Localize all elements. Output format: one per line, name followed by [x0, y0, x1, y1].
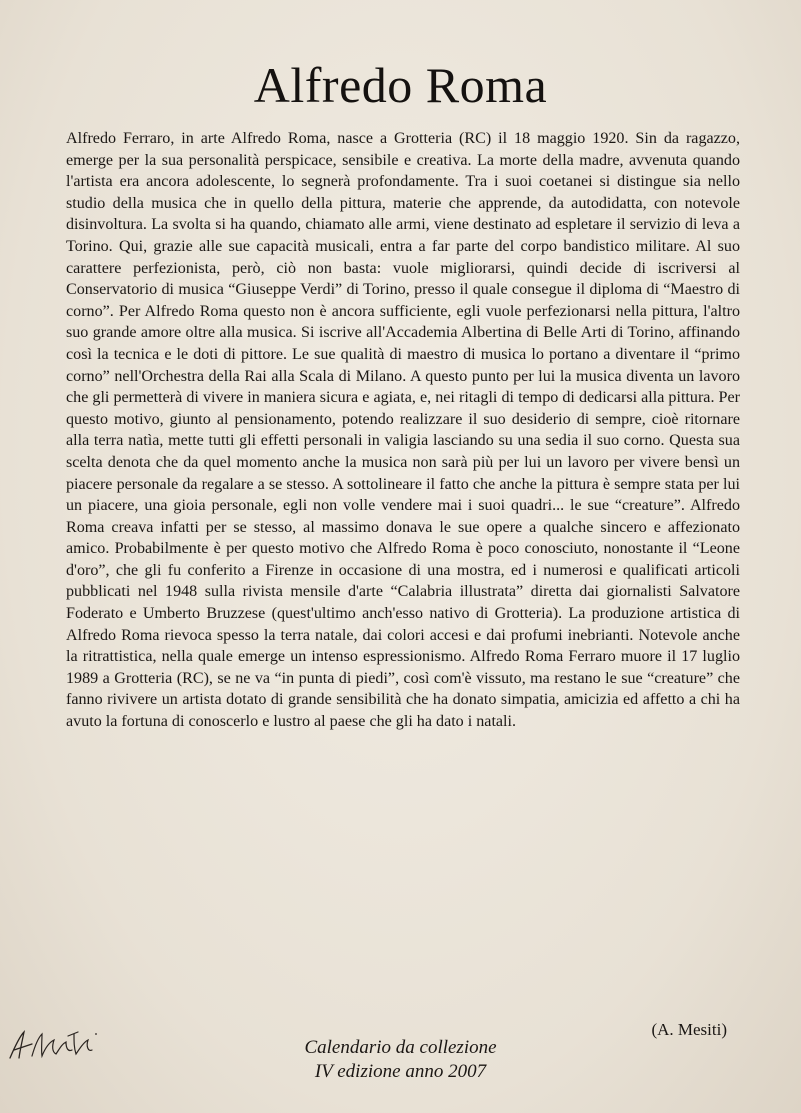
biography-text: Alfredo Ferraro, in arte Alfredo Roma, nasce a Grotteria (RC) il 18 maggio 1920. Sin da ragazzo, emerge per la sua personalità perspicace, sensibile e creativa. La morte della madre, avvenuta quando l'artista era ancora adolescente, lo segnerà profondamente. Tra i suoi coetanei si distingue sia nello studio della musica che in quello della pittura, materie che apprende, da autodidatta, con notevole disinvoltura. La svolta si ha quando, chiamato alle armi, viene destinato ad espletare il servizio di leva a Torino. Qui, grazie alle sue capacità musicali, entra a far parte del corpo bandistico militare. Al suo carattere perfezionista, però, ciò non basta: vuole migliorarsi, quindi decide di iscriversi al Conservatorio di musica “Giuseppe Verdi” di Torino, presso il quale consegue il diploma di “Maestro di corno”. Per Alfredo Roma questo non è ancora sufficiente, egli vuole perfezionarsi nella pittura, l'altro suo grande amore oltre alla musica. Si iscrive all'Accademia Albertina di Belle Arti di Torino, affinando così la tecnica e le doti di pittore. Le sue qualità di maestro di musica lo portano a diventare il “primo corno” nell'Orchestra della Rai alla Scala di Milano. A questo punto per lui la musica diventa un lavoro che gli permetterà di vivere in maniera sicura e agiata, e, nei ritagli di tempo di dedicarsi alla pittura. Per questo motivo, giunto al pensionamento, potendo realizzare il suo desiderio di sempre, cioè ritornare alla terra natìa, mette tutti gli effetti personali in valigia lasciando su una sedia il suo corno. Questa sua scelta denota che da quel momento anche la musica non sarà più per lui un lavoro per vivere bensì un piacere personale da regalare a se stesso. A sottolineare il fatto che anche la pittura è sempre stata per lui un piacere, una gioia personale, egli non volle vendere mai i suoi quadri... le sue “creature”. Alfredo Roma creava infatti per se stesso, al massimo donava le sue opere a qualche sincero e affezionato amico. Probabilmente è per questo motivo che Alfredo Roma è poco conosciuto, nonostante il “Leone d'oro”, che gli fu conferito a Firenze in occasione di una mostra, ed i numerosi e qualificati articoli pubblicati nel 1948 sulla rivista mensile d'arte “Calabria illustrata” diretta dai giornalisti Salvatore Foderato e Umberto Bruzzese (quest'ultimo anch'esso nativo di Grotteria). La produzione artistica di Alfredo Roma rievoca spesso la terra natale, dai colori accesi e dai profumi inebrianti. Notevole anche la ritrattistica, nella quale emerge un intenso espressionismo. Alfredo Roma Ferraro muore il 17 luglio 1989 a Grotteria (RC), se ne va “in punta di piedi”, così com'è vissuto, ma restano le sue “creature” che fanno rivivere un artista dotato di grande sensibilità che ha donato simpatia, amicizia ed affetto a chi ha avuto la fortuna di conoscerlo e lustro al paese che gli ha dato i natali.	[66, 130, 740, 731]
footer-line-1: Calendario da collezione	[304, 1037, 497, 1058]
author-credit: (A. Mesiti)	[651, 1020, 727, 1039]
calendar-footer	[0, 1036, 801, 1084]
footer-line-2: IV edizione anno 2007	[314, 1061, 487, 1082]
document-title: Alfredo Roma	[253, 57, 548, 113]
